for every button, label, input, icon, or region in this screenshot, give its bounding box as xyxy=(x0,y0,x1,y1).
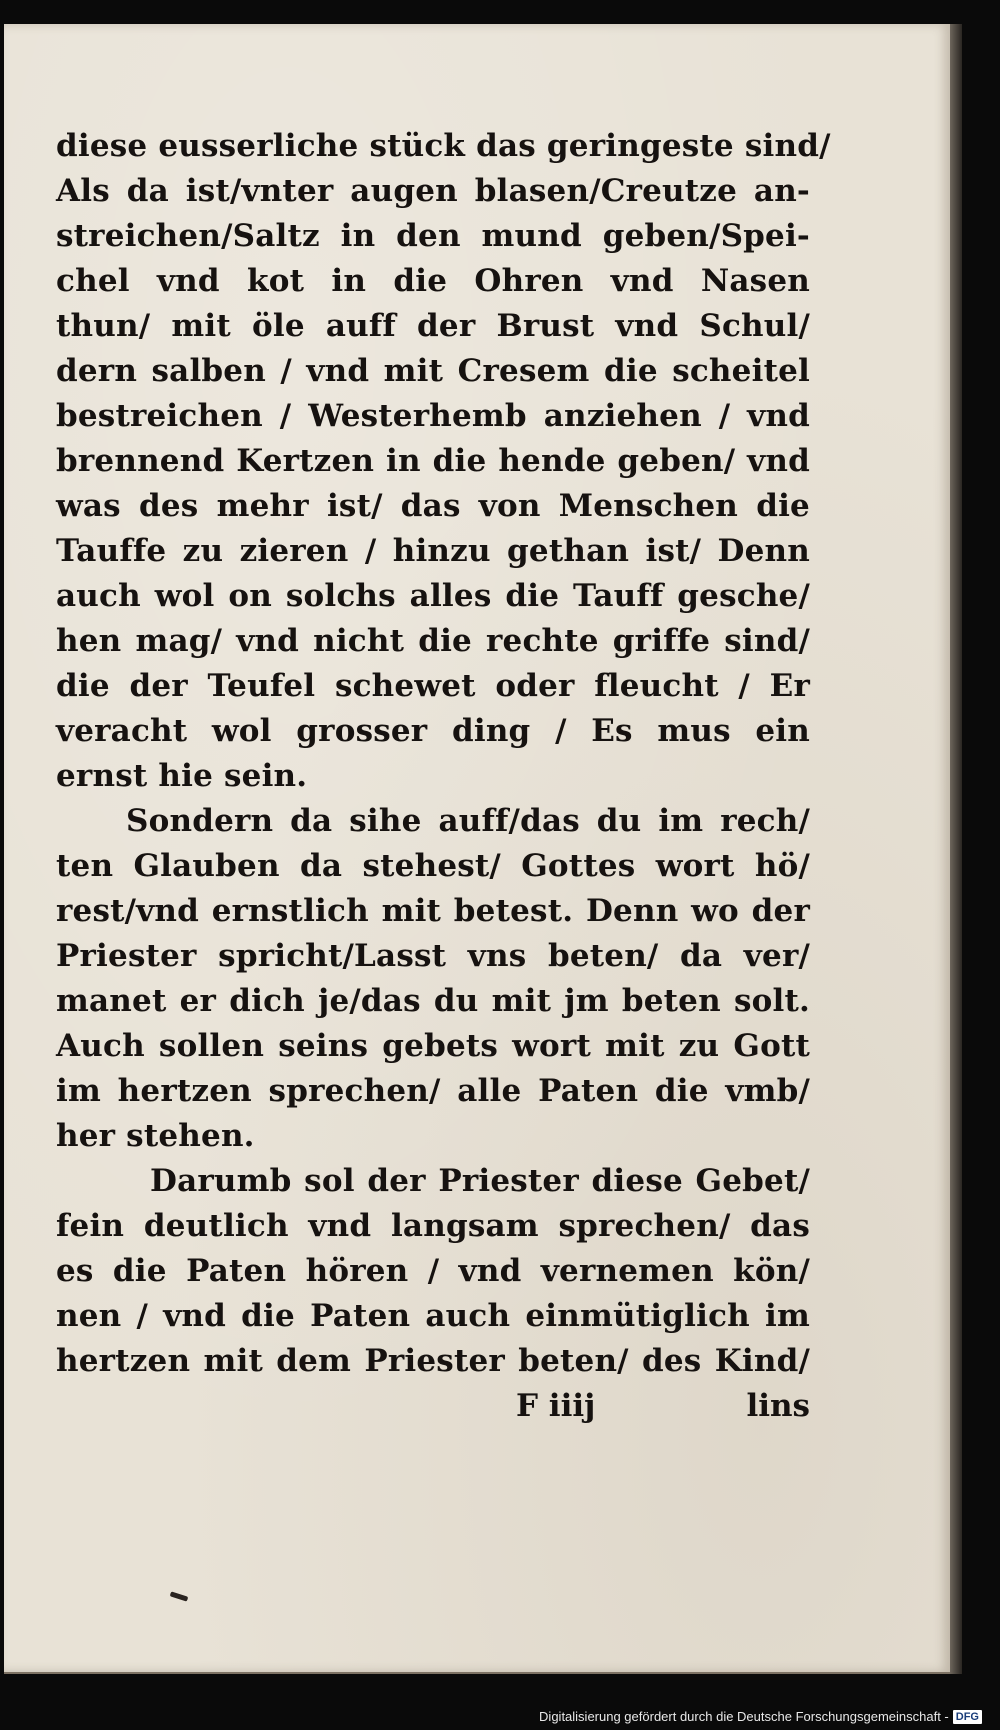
text-line: diese eusserliche stück das geringeste sind/ xyxy=(56,128,831,164)
text-line: manet er dich je/das du mit jm beten solt. xyxy=(56,983,810,1019)
text-line: Priester spricht/Lasst vns beten/ da ver/ xyxy=(56,938,810,974)
page-text xyxy=(56,124,831,1429)
signature-row xyxy=(56,1384,810,1429)
text-line: dern salben / vnd mit Cresem die scheitel xyxy=(56,353,810,389)
text-line: ten Glauben da stehest/ Gottes wort hö/ xyxy=(56,848,810,884)
text-line: chel vnd kot in die Ohren vnd Nasen xyxy=(56,263,810,299)
text-line: thun/ mit öle auff der Brust vnd Schul/ xyxy=(56,308,810,344)
text-line: bestreichen / Westerhemb anziehen / vnd xyxy=(56,398,810,434)
text-line: rest/vnd ernstlich mit betest. Denn wo der xyxy=(56,893,810,929)
page-edge xyxy=(950,24,962,1674)
text-line: Sondern da sihe auff/das du im rech/ xyxy=(126,803,810,839)
text-line: es die Paten hören / vnd vernemen kön/ xyxy=(56,1253,810,1289)
text-line: brennend Kertzen in die hende geben/ vnd xyxy=(56,443,810,479)
text-line: ernst hie sein. xyxy=(56,758,308,794)
text-line: was des mehr ist/ das von Menschen die xyxy=(56,488,810,524)
text-line: veracht wol grosser ding / Es mus ein xyxy=(56,713,810,749)
text-line: fein deutlich vnd langsam sprechen/ das xyxy=(56,1208,810,1244)
dfg-logo: DFG xyxy=(953,1710,982,1724)
signature-mark: F iiij xyxy=(516,1388,596,1424)
text-line: nen / vnd die Paten auch einmütiglich im xyxy=(56,1298,810,1334)
text-line: Tauffe zu zieren / hinzu gethan ist/ Denn xyxy=(56,533,810,569)
footer xyxy=(539,1709,982,1724)
text-line: streichen/Saltz in den mund geben/Spei- xyxy=(56,218,810,254)
text-line: hen mag/ vnd nicht die rechte griffe sind/ xyxy=(56,623,810,659)
text-line: her stehen. xyxy=(56,1118,255,1154)
text-line: Darumb sol der Priester diese Gebet/ xyxy=(150,1163,810,1199)
text-line: im hertzen sprechen/ alle Paten die vmb/ xyxy=(56,1073,810,1109)
text-line: Auch sollen seins gebets wort mit zu Gott xyxy=(56,1028,810,1064)
text-line: hertzen mit dem Priester beten/ des Kind/ xyxy=(56,1343,810,1379)
footer-text: Digitalisierung gefördert durch die Deutsche Forschungsgemeinschaft - xyxy=(539,1709,949,1724)
text-line: Als da ist/vnter augen blasen/Creutze an- xyxy=(56,173,810,209)
text-line: auch wol on solchs alles die Tauff gesche/ xyxy=(56,578,810,614)
text-line: die der Teufel schewet oder fleucht / Er xyxy=(56,668,810,704)
catchword: lins xyxy=(746,1388,810,1424)
